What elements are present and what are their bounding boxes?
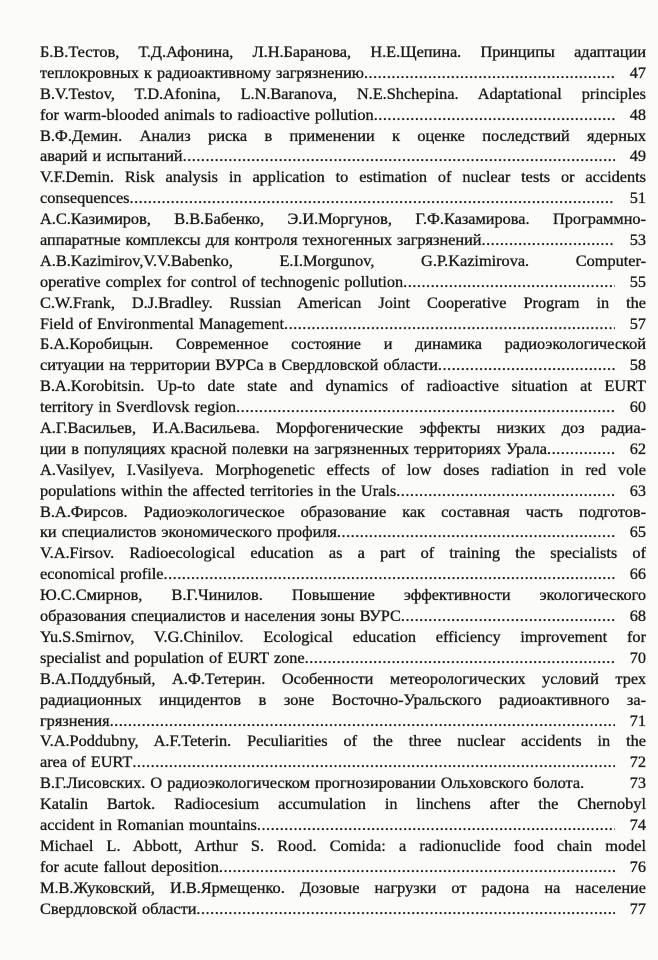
toc-entry (40, 84, 646, 126)
page-number: 77 (629, 898, 646, 918)
toc-entry-text: consequences (40, 188, 130, 208)
toc-entry-line: V.A.Firsov. Radioecological education as a part of training the specialists of (40, 543, 646, 563)
toc-entry-leader-line (40, 711, 646, 732)
dot-leader (284, 314, 615, 335)
toc-entry (40, 794, 646, 836)
toc-entry-leader-line (40, 899, 646, 920)
toc-entry (40, 42, 646, 84)
dot-leader (482, 230, 615, 251)
toc-entry (40, 543, 646, 585)
page-number: 51 (629, 188, 646, 208)
toc-entry-text: В.Г.Лисовских. О радиоэкологическом прогнозировании Ольховского болота. (40, 773, 585, 793)
toc-entry-line: A.Vasilyev, I.Vasilyeva. Morphogenetic effects of low doses radiation in red vole (40, 459, 646, 479)
toc-entry (40, 209, 646, 251)
toc-entry (40, 167, 646, 209)
page-number: 72 (629, 752, 646, 772)
toc-entry-line: М.В.Жуковский, И.В.Ярмещенко. Дозовые нагрузки от радона на население (40, 877, 646, 897)
toc-entry-text: ции в популяциях красной полевки на загрязненных территориях Урала (40, 438, 548, 458)
dot-leader (196, 899, 615, 920)
toc-entry-line: C.W.Frank, D.J.Bradley. Russian American Joint Cooperative Program in the (40, 292, 646, 312)
toc-entry-line: Б.А.Коробицын. Современное состояние и динамика радиоэкологической (40, 334, 646, 354)
dot-leader (438, 355, 615, 376)
page-number: 49 (629, 146, 646, 166)
toc-entry-line: Б.В.Тестов, Т.Д.Афонина, Л.Н.Баранова, Н.Е.Щепина. Принципы адаптации (40, 42, 646, 61)
toc-entry (40, 460, 646, 502)
toc-entry-text: operative complex for control of technogenic pollution (40, 271, 404, 291)
toc-entry-line: Ю.С.Смирнов, В.Г.Чинилов. Повышение эффективности экологического (40, 585, 646, 605)
toc-entry-leader-line (40, 146, 646, 167)
dot-leader (236, 397, 615, 418)
dot-leader (396, 481, 615, 502)
page-number: 65 (629, 522, 646, 542)
toc-entry-line: радиационных инцидентов в зоне Восточно-Уральского радиоактивного за- (40, 689, 646, 709)
dot-leader (401, 606, 615, 627)
toc-entry-line: Michael L. Abbott, Arthur S. Rood. Comida: a radionuclide food chain model (40, 835, 646, 855)
toc-entry (40, 251, 646, 293)
toc-entry (40, 502, 646, 544)
dot-leader (110, 711, 615, 732)
toc-entry-text: accident in Romanian mountains (40, 814, 257, 834)
toc-entry-line: В.Ф.Демин. Анализ риска в применении к оценке последствий ядерных (40, 125, 646, 145)
toc-entry (40, 627, 646, 669)
toc-entry-line: B.V.Testov, T.D.Afonina, L.N.Baranova, N.E.Shchepina. Adaptational principles (40, 83, 646, 103)
dot-leader (547, 439, 615, 460)
dot-leader (132, 752, 615, 773)
page-number: 68 (629, 606, 646, 626)
dot-leader (219, 857, 615, 878)
page-number: 53 (629, 230, 646, 250)
toc-entry (40, 836, 646, 878)
toc-entry-leader-line (40, 564, 646, 585)
toc-entry-text: populations within the affected territories in the Urals (40, 480, 397, 500)
toc-entry-text: Field of Environmental Management (40, 313, 284, 333)
page-number: 73 (629, 773, 646, 793)
toc-entry (40, 669, 646, 732)
page-number: 62 (629, 438, 646, 458)
toc-entry-line: V.F.Demin. Risk analysis in application to estimation of nuclear tests or accidents (40, 167, 646, 187)
toc-entry-text: ки специалистов экономического профиля (40, 522, 337, 542)
page-number: 48 (629, 104, 646, 124)
toc-entry-leader-line (40, 648, 646, 669)
dot-leader (130, 188, 615, 209)
toc-entry-line: Yu.S.Smirnov, V.G.Chinilov. Ecological education efficiency improvement for (40, 626, 646, 646)
page-number: 47 (629, 62, 646, 82)
toc-entry (40, 418, 646, 460)
toc-entry-text: specialist and population of EURT zone (40, 647, 305, 667)
toc-entry-text: теплокровных к радиоактивному загрязнению (40, 62, 364, 82)
dot-leader (403, 272, 615, 293)
page-number: 63 (629, 480, 646, 500)
page-number: 66 (629, 564, 646, 584)
toc-entry-text: for warm-blooded animals to radioactive pollution (40, 104, 374, 124)
toc-entry-text: area of EURT (40, 752, 133, 772)
toc-entry-leader-line (40, 397, 646, 418)
toc-entry-leader-line (40, 752, 646, 773)
toc-entry-text: образования специалистов и населения зоны ВУРС (40, 606, 401, 626)
dot-leader (305, 648, 615, 669)
toc-entry-leader-line (40, 188, 646, 209)
toc-entry (40, 585, 646, 627)
toc-entry-leader-line (40, 63, 646, 84)
page-number: 74 (629, 814, 646, 834)
toc-entry-leader-line (40, 272, 646, 293)
page-number: 58 (629, 355, 646, 375)
toc-entry-line: Katalin Bartok. Radiocesium accumulation in linchens after the Chernobyl (40, 794, 646, 814)
dot-leader (364, 63, 615, 84)
toc-entry-leader-line (40, 815, 646, 836)
page-number: 76 (629, 856, 646, 876)
toc-entry-line: А.Г.Васильев, И.А.Васильева. Морфогенические эффекты низких доз радиа- (40, 418, 646, 438)
toc-entry-line: B.A.Korobitsin. Up-to date state and dynamics of radioactive situation at EURT (40, 376, 646, 396)
page-number: 70 (629, 647, 646, 667)
toc-entry (40, 731, 646, 773)
toc-entry-text: ситуации на территории ВУРСа в Свердловской области (40, 355, 438, 375)
dot-leader (164, 564, 615, 585)
dot-leader (374, 105, 615, 126)
toc-entry-line: A.B.Kazimirov,V.V.Babenko, E.I.Morgunov, G.P.Kazimirova. Computer- (40, 250, 646, 270)
page-number: 71 (629, 710, 646, 730)
toc-entry-leader-line (40, 105, 646, 126)
toc-entry-text: Свердловской области (40, 898, 197, 918)
toc-entry-leader-line (40, 857, 646, 878)
toc-entry-leader-line (40, 481, 646, 502)
toc-entry-leader-line (40, 314, 646, 335)
toc-entry-leader-line (40, 230, 646, 251)
toc-entry-leader-line (40, 773, 646, 794)
toc-entry-text: аварий и испытаний (40, 146, 183, 166)
toc-entry (40, 773, 646, 794)
toc-entry-text: economical profile (40, 564, 164, 584)
toc-entry-text: for acute fallout deposition (40, 856, 219, 876)
toc-entry-text: territory in Sverdlovsk region (40, 397, 237, 417)
page-number: 57 (629, 313, 646, 333)
toc-entry-leader-line (40, 355, 646, 376)
toc-entry-line: V.A.Poddubny, A.F.Teterin. Peculiarities of the three nuclear accidents in the (40, 731, 646, 751)
dot-leader (183, 146, 615, 167)
toc-entry (40, 293, 646, 335)
toc-entry (40, 334, 646, 376)
toc-entry-leader-line (40, 606, 646, 627)
toc-entry (40, 126, 646, 168)
dot-leader (337, 522, 615, 543)
toc-entry-line: В.А.Фирсов. Радиоэкологическое образование как составная часть подготов- (40, 501, 646, 521)
page-number: 55 (629, 271, 646, 291)
toc-entry-text: грязнения (40, 710, 110, 730)
page-number: 60 (629, 397, 646, 417)
toc-entry-line: А.С.Казимиров, В.В.Бабенко, Э.И.Моргунов, Г.Ф.Казамирова. Программно- (40, 209, 646, 229)
toc-entry (40, 878, 646, 920)
toc-entry (40, 376, 646, 418)
toc-entry-leader-line (40, 522, 646, 543)
toc-entry-leader-line (40, 439, 646, 460)
toc-entry-line: В.А.Поддубный, А.Ф.Тетерин. Особенности метеорологических условий трех (40, 668, 646, 688)
toc-list (40, 42, 646, 919)
toc-entry-text: аппаратные комплексы для контроля техногенных загрязнений (40, 230, 482, 250)
dot-leader (257, 815, 615, 836)
